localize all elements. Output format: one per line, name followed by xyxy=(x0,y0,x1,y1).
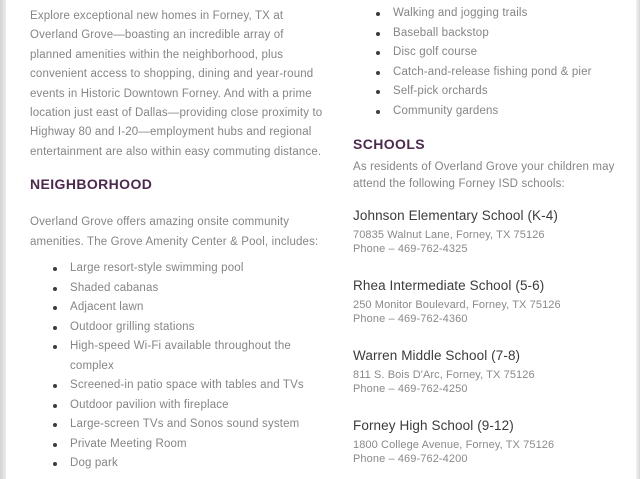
amenity-item: Self-pick orchards xyxy=(375,82,637,102)
intro-paragraph: Explore exceptional new homes in Forney, TX at Overland Grove—boasting an incredible array of planned amenities within the neighborhood, plus convenient access to shopping, dining and year-round events in Historic Downtown Forney. And with a prime location just east of Dallas—providing close proximity to Highway 80 and I-20—employment hubs and regional entertainment are also within easy commuting distance. xyxy=(30,10,323,158)
amenity-item: Community gardens xyxy=(375,102,637,122)
amenity-item: Outdoor grilling stations xyxy=(52,318,326,338)
school-phone: Phone – 469-762-4200 xyxy=(353,452,468,465)
amenity-item: Dog park xyxy=(52,454,326,474)
amenity-item: Shaded cabanas xyxy=(52,279,326,299)
school-phone: Phone – 469-762-4250 xyxy=(353,382,468,395)
school-phone: Phone – 469-762-4360 xyxy=(353,312,468,325)
school-address: 811 S. Bois D'Arc, Forney, TX 75126 xyxy=(353,369,535,381)
right-column xyxy=(353,4,637,474)
amenity-item: High-speed Wi-Fi available throughout the complex xyxy=(52,337,326,376)
amenity-item: Large resort-style swimming pool xyxy=(52,259,326,279)
amenity-item: Disc golf course xyxy=(375,43,637,63)
school-entry xyxy=(353,347,637,396)
amenity-item: Screened-in patio space with tables and TVs xyxy=(52,376,326,396)
schools-description: As residents of Overland Grove your children may attend the following Forney ISD schools: xyxy=(353,161,615,190)
amenities-list-left xyxy=(30,259,326,474)
left-column xyxy=(30,4,326,474)
neighborhood-heading: NEIGHBORHOOD xyxy=(30,176,153,193)
amenity-item: Walking and jogging trails xyxy=(375,4,637,24)
school-name: Forney High School (9-12) xyxy=(353,418,514,433)
amenity-item: Large-screen TVs and Sonos sound system xyxy=(52,415,326,435)
page-edge-left xyxy=(0,0,6,479)
amenity-item: Adjacent lawn xyxy=(52,298,326,318)
neighborhood-description: Overland Grove offers amazing onsite community amenities. The Grove Amenity Center & Pool, includes: xyxy=(30,216,319,248)
school-entry xyxy=(353,417,637,466)
school-name: Rhea Intermediate School (5-6) xyxy=(353,278,545,293)
schools-heading: SCHOOLS xyxy=(353,136,426,152)
amenity-item: Catch-and-release fishing pond & pier xyxy=(375,63,637,83)
amenity-item: Outdoor pavilion with fireplace xyxy=(52,396,326,416)
school-name: Warren Middle School (7-8) xyxy=(353,348,521,363)
school-entry xyxy=(353,207,637,256)
school-entry xyxy=(353,277,637,326)
amenity-item: Baseball backstop xyxy=(375,24,637,44)
school-address: 1800 College Avenue, Forney, TX 75126 xyxy=(353,439,555,451)
school-address: 70835 Walnut Lane, Forney, TX 75126 xyxy=(353,229,545,241)
school-name: Johnson Elementary School (K-4) xyxy=(353,208,558,223)
school-phone: Phone – 469-762-4325 xyxy=(353,242,468,255)
amenity-item: Private Meeting Room xyxy=(52,435,326,455)
school-address: 250 Monitor Boulevard, Forney, TX 75126 xyxy=(353,299,561,311)
amenities-list-right xyxy=(353,4,637,121)
